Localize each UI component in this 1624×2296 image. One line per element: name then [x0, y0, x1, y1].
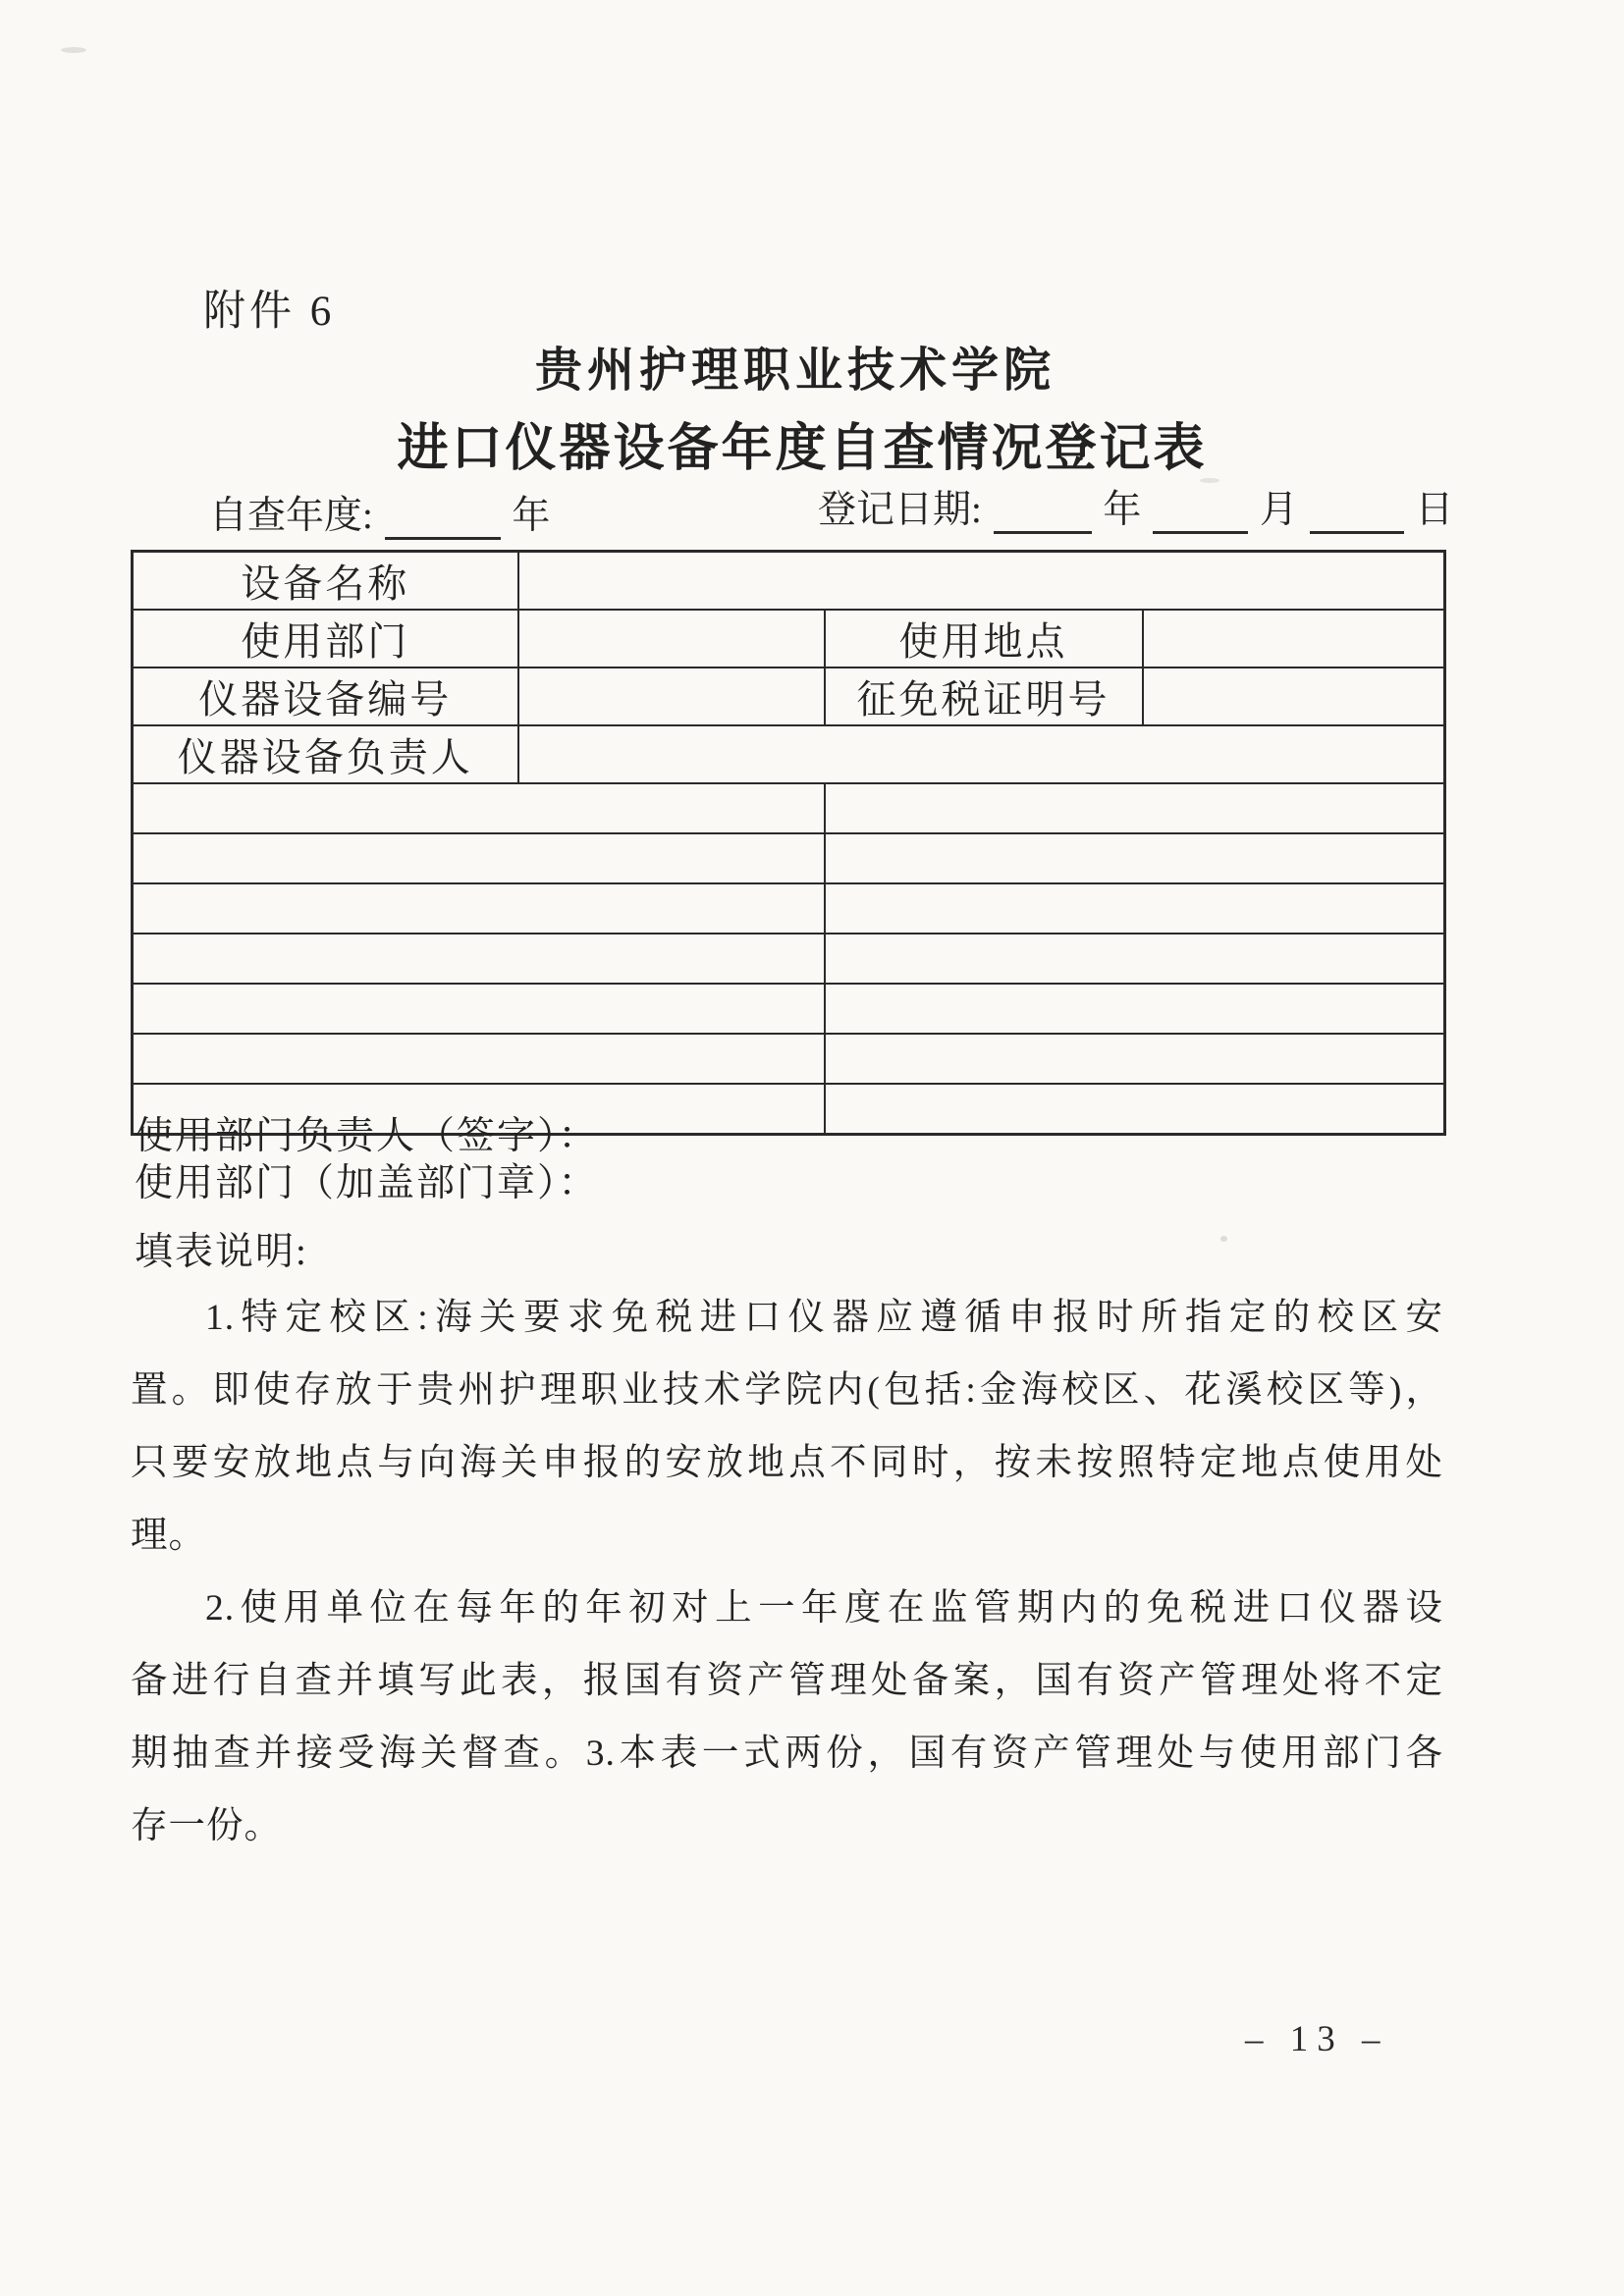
register-day-blank	[1310, 498, 1404, 534]
use-location-label: 使用地点	[825, 610, 1143, 667]
row-responsible-person	[133, 725, 1445, 783]
self-check-year-blank	[385, 504, 501, 540]
table-empty-cell	[825, 1034, 1445, 1084]
table-empty-row	[133, 1034, 1445, 1084]
table-empty-cell	[825, 883, 1445, 934]
note-line: 备进行自查并填写此表，报国有资产管理处备案，国有资产管理处将不定	[131, 1661, 1443, 1701]
row-device-name	[133, 552, 1445, 611]
table-empty-cell	[133, 984, 825, 1034]
leader-signature-line: 使用部门负责人（签字）：	[135, 1115, 599, 1157]
tax-certificate-value-cell	[1143, 667, 1445, 725]
scan-artifact	[61, 47, 86, 53]
register-month-suffix: 月	[1259, 489, 1298, 531]
row-number-certificate	[133, 667, 1445, 725]
row-department-location	[133, 610, 1445, 667]
register-date-label: 登记日期:	[818, 489, 982, 531]
table-empty-cell	[133, 883, 825, 934]
note-line: 1.特定校区:海关要求免税进口仪器应遵循申报时所指定的校区安	[205, 1298, 1443, 1338]
register-year-suffix: 年	[1103, 489, 1142, 531]
empty-rows-body	[133, 783, 1445, 1135]
responsible-person-label: 仪器设备负责人	[133, 725, 518, 783]
use-location-value-cell	[1143, 610, 1445, 667]
note-line: 置。即使存放于贵州护理职业技术学院内(包括:金海校区、花溪校区等)，	[131, 1370, 1443, 1411]
table-empty-cell	[133, 934, 825, 984]
table-empty-row	[133, 883, 1445, 934]
register-date-field	[818, 479, 1453, 534]
note-line: 理。	[131, 1516, 206, 1556]
note-line: 只要安放地点与向海关申报的安放地点不同时，按未按照特定地点使用处	[131, 1443, 1443, 1483]
attachment-label: 附件 6	[203, 289, 336, 335]
register-year-blank	[994, 498, 1092, 534]
device-name-label: 设备名称	[133, 552, 518, 611]
using-department-label: 使用部门	[133, 610, 518, 667]
device-name-value-cell	[518, 552, 1445, 611]
register-day-suffix: 日	[1415, 489, 1454, 531]
table-empty-row	[133, 934, 1445, 984]
self-check-year-label: 自查年度:	[209, 495, 373, 537]
table-empty-row	[133, 984, 1445, 1034]
equipment-form-table	[131, 550, 1446, 1136]
table-empty-cell	[825, 1084, 1445, 1135]
document-title-form: 进口仪器设备年度自查情况登记表	[397, 421, 1208, 477]
scan-artifact	[1220, 1236, 1227, 1242]
document-title-college: 贵州护理职业技术学院	[534, 345, 1056, 397]
table-empty-cell	[133, 833, 825, 883]
register-month-blank	[1153, 498, 1248, 534]
meta-row	[131, 485, 1454, 546]
self-check-year-field	[209, 485, 550, 540]
notes-body	[131, 1282, 1443, 1863]
notes-title: 填表说明:	[135, 1231, 308, 1273]
table-empty-cell	[825, 833, 1445, 883]
using-department-value-cell	[518, 610, 825, 667]
page-number: – 13 –	[1245, 2019, 1389, 2059]
equipment-number-value-cell	[518, 667, 825, 725]
equipment-number-label: 仪器设备编号	[133, 667, 518, 725]
year-suffix: 年	[512, 495, 551, 537]
table-empty-cell	[825, 783, 1445, 833]
department-seal-line: 使用部门（加盖部门章）：	[135, 1162, 599, 1204]
table-empty-cell	[133, 783, 825, 833]
note-line: 存一份。	[131, 1806, 282, 1846]
table-empty-cell	[825, 934, 1445, 984]
table-empty-cell	[825, 984, 1445, 1034]
table-empty-row	[133, 833, 1445, 883]
tax-certificate-label: 征免税证明号	[825, 667, 1143, 725]
note-line: 2.使用单位在每年的年初对上一年度在监管期内的免税进口仪器设	[205, 1588, 1443, 1629]
responsible-person-value-cell	[518, 725, 1445, 783]
table-empty-cell	[133, 1034, 825, 1084]
table-empty-row	[133, 783, 1445, 833]
note-line: 期抽查并接受海关督查。3.本表一式两份，国有资产管理处与使用部门各	[131, 1734, 1443, 1774]
